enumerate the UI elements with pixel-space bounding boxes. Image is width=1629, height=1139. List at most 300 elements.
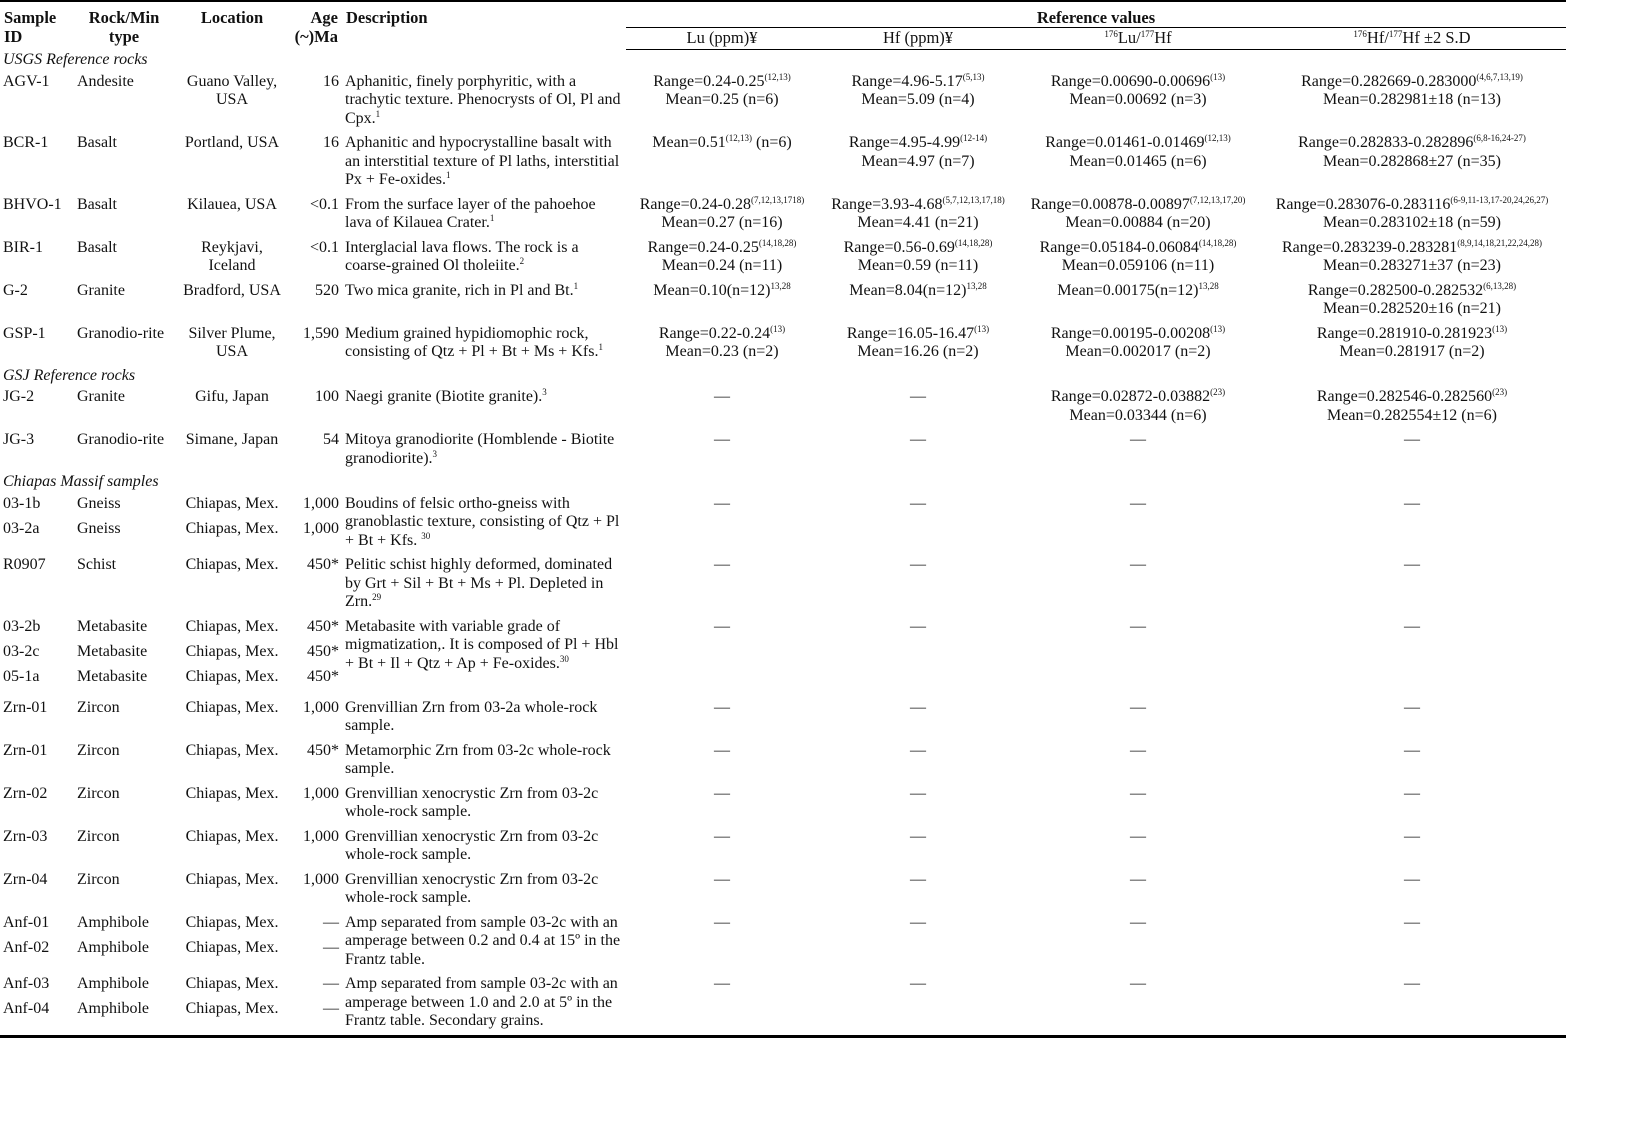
cell-text: — (1404, 698, 1420, 716)
header-text: Lu/ (1117, 28, 1141, 47)
value-line (821, 257, 1015, 276)
value-line (629, 73, 815, 92)
cell-text: — (1130, 556, 1146, 573)
cell-text: — (910, 388, 926, 405)
cell-text: Mean=16.26 (n=2) (857, 343, 979, 360)
value-line (629, 388, 815, 407)
description-cell (342, 493, 626, 555)
rock-type: Schist (77, 556, 117, 573)
location-cell (174, 869, 290, 912)
cell-text: — (1130, 431, 1146, 448)
value-line (629, 431, 815, 450)
age-cell (290, 323, 342, 366)
cell-text: Range=3.93-4.68 (831, 195, 943, 213)
value-line (629, 742, 815, 761)
age-cell (290, 71, 342, 133)
cell-text: — (910, 827, 926, 845)
cell-text: — (1404, 617, 1420, 635)
sample-id-cell (0, 386, 74, 429)
location: Guano Valley, USA (186, 72, 278, 108)
cell-text: — (714, 431, 730, 448)
rock-type-cell (74, 493, 174, 555)
cell-text: — (1404, 784, 1420, 802)
age: 1,000 (303, 698, 339, 716)
age-cell (290, 697, 342, 740)
hf-value-cell (818, 194, 1018, 237)
sample-id: R0907 (3, 556, 46, 573)
cell-text: — (1404, 556, 1420, 573)
hfhf-value-cell (1258, 71, 1566, 133)
description-cell (342, 132, 626, 194)
cell-text: — (714, 827, 730, 845)
age: 1,000 (303, 784, 339, 802)
value-line (629, 134, 815, 153)
value-line (821, 214, 1015, 233)
age-cell (290, 973, 342, 1036)
rock-type: Zircon (77, 784, 120, 802)
location-cell (174, 697, 290, 740)
col-header-hf-hf-ratio (1258, 28, 1566, 50)
age: 450* (307, 642, 339, 660)
rock-type-cell (74, 323, 174, 366)
col-header-age: Age (~)Ma (294, 8, 338, 46)
luhf-value-cell (1018, 71, 1258, 133)
age: 54 (323, 431, 339, 448)
value-line (1261, 914, 1563, 933)
table-body (0, 50, 1566, 1037)
hfhf-value-cell (1258, 493, 1566, 555)
age: — (323, 1000, 339, 1017)
value-line (1021, 699, 1255, 718)
value-line (1021, 871, 1255, 890)
cell-text: Mean=0.01465 (n=6) (1069, 152, 1207, 170)
hf-value-cell (818, 826, 1018, 869)
location: Chiapas, Mex. (185, 556, 279, 573)
age: — (323, 938, 339, 956)
value-line (1261, 282, 1563, 301)
sample-id-cell (0, 280, 74, 323)
table-row (0, 280, 1566, 323)
header-text: Hf (1154, 28, 1172, 47)
rock-type: Metabasite (77, 617, 148, 635)
location-cell (174, 132, 290, 194)
rock-type: Zircon (77, 827, 120, 845)
location: Chiapas, Mex. (185, 913, 279, 931)
age: 450* (307, 667, 339, 685)
hf-value-cell (818, 697, 1018, 740)
hfhf-value-cell (1258, 826, 1566, 869)
description-cell (342, 386, 626, 429)
sample-id: JG-3 (3, 431, 35, 448)
location-cell (174, 826, 290, 869)
luhf-value-cell (1018, 783, 1258, 826)
age-cell (290, 429, 342, 472)
age: 1,000 (303, 870, 339, 888)
cell-text: Medium grained hypidiomophic rock, consisting of Qtz + Pl + Bt + Ms + Kfs. (345, 324, 599, 360)
location-cell (174, 237, 290, 280)
cell-text: — (714, 975, 730, 992)
cell-text: — (910, 431, 926, 448)
cell-text: Range=0.24-0.25 (653, 72, 765, 90)
lu-value-cell (626, 783, 818, 826)
hf-value-cell (818, 869, 1018, 912)
cell-text: — (1130, 784, 1146, 802)
sample-id-cell (0, 194, 74, 237)
hf-value-cell (818, 912, 1018, 974)
value-line (1261, 699, 1563, 718)
section-title: Chiapas Massif samples (3, 473, 159, 490)
rock-type: Granodio-rite (77, 324, 165, 342)
value-line (1261, 214, 1563, 233)
value-line (1021, 742, 1255, 761)
age: 520 (315, 281, 339, 299)
location: Chiapas, Mex. (185, 642, 279, 660)
table-row (0, 697, 1566, 740)
luhf-value-cell (1018, 616, 1258, 697)
value-line (1261, 257, 1563, 276)
cell-text: Range=0.282669-0.283000 (1301, 72, 1477, 90)
luhf-value-cell (1018, 280, 1258, 323)
value-line (1021, 196, 1255, 215)
rock-type-cell (74, 194, 174, 237)
cell-text: Mean=0.25 (n=6) (665, 91, 779, 108)
value-line (821, 239, 1015, 258)
cell-text: — (910, 784, 926, 802)
rock-type: Zircon (77, 698, 120, 716)
reference-superscript: (14,18,28) (758, 237, 797, 248)
hfhf-value-cell (1258, 973, 1566, 1036)
age-cell (290, 386, 342, 429)
table-row (0, 973, 1566, 1036)
sample-id: Zrn-01 (3, 741, 48, 759)
sample-id: Anf-03 (3, 975, 50, 992)
rock-type: Gneiss (77, 519, 121, 537)
age: <0.1 (309, 195, 339, 213)
rock-type: Granite (77, 388, 125, 405)
cell-text: Mean=0.59 (n=11) (857, 257, 979, 274)
cell-text: Mean=0.51 (652, 134, 726, 151)
hf-value-cell (818, 323, 1018, 366)
sample-id: 05-1a (3, 667, 40, 685)
location: Chiapas, Mex. (185, 519, 279, 537)
value-line (821, 431, 1015, 450)
sample-id: Anf-04 (3, 1000, 50, 1017)
reference-superscript: (12,13) (764, 71, 791, 82)
hf-value-cell (818, 554, 1018, 616)
table-row (0, 386, 1566, 429)
value-line (1261, 134, 1563, 153)
description-cell (342, 912, 626, 974)
cell-text: Aphanitic and hypocrystalline basalt with an interstitial texture of Pl laths, interstitial Px + Fe-oxides. (345, 134, 620, 188)
age: 1,000 (303, 827, 339, 845)
rock-type-cell (74, 280, 174, 323)
value-line (1021, 828, 1255, 847)
lu-value-cell (626, 323, 818, 366)
cell-text: Mean=0.00884 (n=20) (1065, 214, 1211, 231)
cell-text: Two mica granite, rich in Pl and Bt. (345, 281, 574, 299)
rock-type: Zircon (77, 870, 120, 888)
location: Portland, USA (184, 134, 280, 151)
rock-type: Amphibole (77, 938, 149, 956)
reference-superscript: (8,9,14,18,21,22,24,28) (1457, 237, 1542, 248)
reference-superscript: 1 (573, 280, 579, 291)
value-line (1021, 407, 1255, 426)
cell-text: — (910, 741, 926, 759)
cell-text: Mean=0.282981±18 (n=13) (1323, 91, 1501, 108)
rock-type-cell (74, 697, 174, 740)
value-line (1021, 257, 1255, 276)
value-line (1021, 282, 1255, 301)
lu-value-cell (626, 554, 818, 616)
value-line (821, 282, 1015, 301)
cell-text: — (714, 388, 730, 405)
rock-type-cell (74, 237, 174, 280)
cell-text: Range=0.22-0.24 (658, 324, 771, 342)
reference-superscript: (13) (974, 323, 990, 334)
table-row (0, 237, 1566, 280)
table-row (0, 740, 1566, 783)
lu-value-cell (626, 429, 818, 472)
location-cell (174, 429, 290, 472)
hf-value-cell (818, 493, 1018, 555)
location: Bradford, USA (183, 281, 281, 299)
hf-value-cell (818, 237, 1018, 280)
cell-text: — (714, 556, 730, 573)
reference-superscript: 30 (421, 530, 431, 541)
age: 100 (315, 388, 339, 405)
value-line (821, 975, 1015, 994)
value-line (629, 495, 815, 514)
cell-text: Mean=0.281917 (n=2) (1339, 343, 1485, 360)
sample-id-cell (0, 740, 74, 783)
reference-superscript: (13) (1210, 323, 1226, 334)
cell-text: Mean=8.04(n=12) (849, 281, 967, 299)
cell-text: — (714, 698, 730, 716)
value-line (821, 699, 1015, 718)
reference-superscript: 1 (375, 108, 381, 119)
rock-type-cell (74, 386, 174, 429)
cell-text: — (1404, 913, 1420, 931)
location: Chiapas, Mex. (185, 784, 279, 802)
luhf-value-cell (1018, 697, 1258, 740)
sample-id-cell (0, 973, 74, 1036)
age-cell (290, 783, 342, 826)
value-line (629, 618, 815, 637)
cell-text: — (1404, 431, 1420, 448)
value-line (821, 828, 1015, 847)
hf-value-cell (818, 740, 1018, 783)
reference-superscript: 29 (372, 592, 382, 602)
hfhf-value-cell (1258, 616, 1566, 697)
table-row (0, 71, 1566, 133)
table-row (0, 554, 1566, 616)
cell-text: — (910, 494, 926, 512)
value-line (1261, 556, 1563, 575)
cell-text: Metabasite with variable grade of migmatization,. It is composed of Pl + Hbl + Bt + Il + Qtz + Ap + Fe-oxides. (345, 617, 619, 672)
sample-id: 03-1b (3, 494, 41, 512)
cell-text: — (910, 913, 926, 931)
cell-text: — (1130, 698, 1146, 716)
cell-text: Range=0.282833-0.282896 (1298, 134, 1474, 151)
lu-value-cell (626, 493, 818, 555)
description-cell (342, 973, 626, 1036)
reference-superscript: (7,12,13,1718) (750, 194, 805, 205)
location: Silver Plume, USA (188, 324, 276, 360)
cell-text: Mean=0.283271±37 (n=23) (1323, 257, 1501, 274)
luhf-value-cell (1018, 323, 1258, 366)
age-cell (290, 826, 342, 869)
rock-type: Metabasite (77, 642, 148, 660)
lu-value-cell (626, 71, 818, 133)
age: 450* (307, 556, 339, 573)
sample-id-cell (0, 429, 74, 472)
rock-type: Basalt (77, 134, 117, 151)
luhf-value-cell (1018, 740, 1258, 783)
cell-text: — (1130, 617, 1146, 635)
cell-text: Range=0.24-0.28 (639, 195, 751, 213)
cell-text: Grenvillian Zrn from 03-2a whole-rock sample. (345, 698, 598, 734)
rock-type: Zircon (77, 741, 120, 759)
value-line (1021, 495, 1255, 514)
rock-type: Amphibole (77, 1000, 149, 1017)
rock-type: Basalt (77, 195, 117, 213)
reference-superscript: (6-9,11-13,17-20,24,26,27) (1450, 194, 1549, 205)
location: Chiapas, Mex. (185, 870, 279, 888)
value-line (629, 343, 815, 362)
reference-superscript: 13,28 (966, 280, 987, 291)
cell-text: Range=0.01461-0.01469 (1045, 134, 1205, 151)
location: Reykjavi, Iceland (201, 238, 263, 274)
value-line (1021, 343, 1255, 362)
sample-id: BCR-1 (3, 134, 49, 151)
age-cell (290, 237, 342, 280)
value-line (1021, 153, 1255, 172)
sample-id-cell (0, 237, 74, 280)
rock-type-cell (74, 740, 174, 783)
location: Chiapas, Mex. (185, 494, 279, 512)
rock-type-cell (74, 973, 174, 1036)
reference-superscript: (13) (1492, 323, 1508, 334)
location: Chiapas, Mex. (185, 617, 279, 635)
value-line (821, 325, 1015, 344)
age-cell (290, 194, 342, 237)
location-cell (174, 386, 290, 429)
cell-text: Range=0.281910-0.281923 (1316, 324, 1493, 342)
section-title: GSJ Reference rocks (3, 366, 136, 384)
lu-value-cell (626, 697, 818, 740)
rock-type: Amphibole (77, 975, 149, 992)
col-header-lu: Lu (ppm)¥ (626, 28, 818, 50)
location: Chiapas, Mex. (185, 667, 279, 685)
cell-text: — (910, 975, 926, 992)
superscript: 176 (1104, 29, 1118, 39)
sample-id-cell (0, 71, 74, 133)
hf-value-cell (818, 973, 1018, 1036)
age: 450* (307, 617, 339, 635)
location: Gifu, Japan (195, 388, 269, 405)
cell-text: Range=0.24-0.25 (647, 238, 759, 256)
reference-superscript: (7,12,13,17,20) (1189, 194, 1246, 205)
value-line (821, 785, 1015, 804)
cell-text: (n=6) (752, 134, 792, 151)
reference-superscript: 1 (598, 342, 603, 352)
section-row (0, 50, 1566, 71)
table-row (0, 783, 1566, 826)
hfhf-value-cell (1258, 429, 1566, 472)
value-line (1261, 431, 1563, 450)
cell-text: — (910, 617, 926, 635)
cell-text: Range=0.00195-0.00208 (1050, 324, 1211, 342)
lu-value-cell (626, 194, 818, 237)
value-line (821, 388, 1015, 407)
reference-superscript: (23) (1210, 387, 1226, 397)
age: 1,590 (303, 324, 339, 342)
value-line (629, 214, 815, 233)
reference-superscript: 13,28 (1198, 280, 1219, 291)
col-header-rock-type: Rock/Min type (88, 8, 160, 46)
luhf-value-cell (1018, 194, 1258, 237)
reference-superscript: 30 (559, 653, 569, 664)
description-cell (342, 194, 626, 237)
rock-type-cell (74, 869, 174, 912)
cell-text: Range=0.56-0.69 (843, 238, 955, 256)
age-cell (290, 280, 342, 323)
location-cell (174, 912, 290, 974)
cell-text: Amp separated from sample 03-2c with an amperage between 0.2 and 0.4 at 15º in the Frantz table. (345, 913, 621, 968)
location-cell (174, 554, 290, 616)
sample-id: Zrn-04 (3, 870, 48, 888)
value-line (821, 153, 1015, 172)
cell-text: Mean=0.24 (n=11) (661, 257, 783, 274)
age-cell (290, 869, 342, 912)
cell-text: Range=0.283239-0.283281 (1282, 238, 1458, 256)
reference-superscript: (12-14) (960, 133, 988, 143)
cell-text: — (714, 617, 730, 635)
value-line (1261, 618, 1563, 637)
sample-id: JG-2 (3, 388, 35, 405)
value-line (821, 871, 1015, 890)
hfhf-value-cell (1258, 280, 1566, 323)
rock-type-cell (74, 132, 174, 194)
description-cell (342, 616, 626, 697)
lu-value-cell (626, 869, 818, 912)
reference-superscript: (6,13,28) (1483, 280, 1517, 291)
value-line (821, 91, 1015, 110)
rock-type: Andesite (77, 72, 134, 90)
value-line (1261, 871, 1563, 890)
value-line (1261, 742, 1563, 761)
rock-type-cell (74, 826, 174, 869)
description-cell (342, 740, 626, 783)
header-text: Hf ±2 S.D (1402, 28, 1471, 47)
location-cell (174, 973, 290, 1036)
reference-superscript: 1 (446, 170, 451, 180)
rock-type-cell (74, 616, 174, 697)
location: Chiapas, Mex. (185, 827, 279, 845)
hfhf-value-cell (1258, 323, 1566, 366)
description-cell (342, 826, 626, 869)
age: 450* (307, 741, 339, 759)
cell-text: Mean=0.27 (n=16) (661, 214, 783, 231)
value-line (629, 257, 815, 276)
luhf-value-cell (1018, 237, 1258, 280)
sample-id: Zrn-03 (3, 827, 48, 845)
table-row (0, 194, 1566, 237)
luhf-value-cell (1018, 554, 1258, 616)
value-line (629, 699, 815, 718)
value-line (1021, 914, 1255, 933)
description-cell (342, 869, 626, 912)
